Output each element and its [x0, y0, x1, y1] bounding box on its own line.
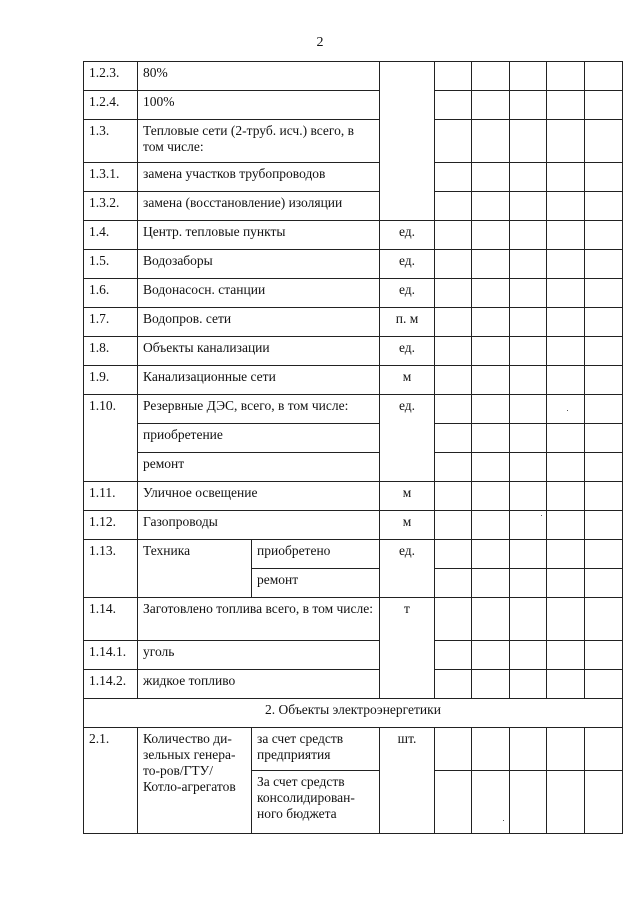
value-cell [547, 482, 585, 511]
row-name: Водозаборы [138, 250, 380, 279]
value-cell [547, 221, 585, 250]
value-cell [510, 366, 547, 395]
value-cell [472, 598, 510, 641]
unit-cell: ед. [380, 395, 435, 482]
value-cell [585, 395, 623, 424]
table-row [84, 641, 623, 670]
value-cell [472, 670, 510, 699]
value-cell [547, 395, 585, 424]
value-cell [435, 641, 472, 670]
value-cell [547, 728, 585, 771]
unit-cell: шт. [380, 728, 435, 834]
row-name: замена участков трубопроводов [138, 163, 380, 192]
value-cell [472, 453, 510, 482]
row-number: 1.13. [84, 540, 138, 598]
value-cell [435, 670, 472, 699]
table-row [84, 424, 623, 453]
value-cell [472, 540, 510, 569]
value-cell [472, 279, 510, 308]
value-cell [472, 482, 510, 511]
value-cell [510, 395, 547, 424]
value-cell [547, 366, 585, 395]
value-cell [435, 163, 472, 192]
row-number: 1.14.1. [84, 641, 138, 670]
value-cell [585, 453, 623, 482]
row-number: 1.7. [84, 308, 138, 337]
value-cell [435, 221, 472, 250]
value-cell [472, 641, 510, 670]
value-cell [585, 337, 623, 366]
value-cell [547, 453, 585, 482]
unit-cell: ед. [380, 250, 435, 279]
value-cell [435, 308, 472, 337]
value-cell [472, 511, 510, 540]
value-cell [510, 62, 547, 91]
value-cell [547, 670, 585, 699]
value-cell [472, 366, 510, 395]
value-cell [472, 163, 510, 192]
value-cell [547, 62, 585, 91]
table-row [84, 540, 623, 569]
value-cell [585, 279, 623, 308]
row-name: замена (восстановление) изоляции [138, 192, 380, 221]
row-number: 1.3. [84, 120, 138, 163]
table-row [84, 453, 623, 482]
value-cell [510, 337, 547, 366]
unit-cell [380, 62, 435, 221]
value-cell [585, 163, 623, 192]
row-number: 1.2.4. [84, 91, 138, 120]
value-cell [510, 728, 547, 771]
row-name: Канализационные сети [138, 366, 380, 395]
unit-cell: м [380, 511, 435, 540]
row-number: 1.3.2. [84, 192, 138, 221]
unit-cell: м [380, 482, 435, 511]
table-row [84, 366, 623, 395]
value-cell [435, 62, 472, 91]
row-number: 1.2.3. [84, 62, 138, 91]
value-cell [435, 91, 472, 120]
value-cell [472, 91, 510, 120]
value-cell [585, 250, 623, 279]
value-cell [585, 424, 623, 453]
row-name: Техника [138, 540, 252, 598]
value-cell [510, 192, 547, 221]
value-cell [435, 424, 472, 453]
row-name: Центр. тепловые пункты [138, 221, 380, 250]
value-cell [472, 62, 510, 91]
row-number: 1.14. [84, 598, 138, 641]
row-name: Газопроводы [138, 511, 380, 540]
row-name: Резервные ДЭС, всего, в том числе: [138, 395, 380, 424]
row-number: 2.1. [84, 728, 138, 834]
row-number: 1.6. [84, 279, 138, 308]
value-cell [510, 670, 547, 699]
row-name: Количество ди-зельных генера-то-ров/ГТУ/Котло-агрегатов [138, 728, 252, 834]
scan-speck [567, 410, 568, 411]
value-cell [585, 540, 623, 569]
value-cell [510, 250, 547, 279]
value-cell [472, 192, 510, 221]
unit-cell: ед. [380, 540, 435, 598]
value-cell [547, 771, 585, 834]
value-cell [547, 598, 585, 641]
value-cell [435, 250, 472, 279]
value-cell [585, 192, 623, 221]
value-cell [472, 569, 510, 598]
row-name: жидкое топливо [138, 670, 380, 699]
table-row [84, 598, 623, 641]
table-row [84, 163, 623, 192]
row-number: 1.4. [84, 221, 138, 250]
value-cell [435, 192, 472, 221]
value-cell [435, 120, 472, 163]
scan-speck [541, 515, 542, 516]
value-cell [472, 771, 510, 834]
value-cell [510, 641, 547, 670]
unit-cell: ед. [380, 221, 435, 250]
value-cell [585, 91, 623, 120]
value-cell [435, 511, 472, 540]
value-cell [510, 569, 547, 598]
row-subname: ремонт [252, 569, 380, 598]
value-cell [585, 62, 623, 91]
row-name: 80% [138, 62, 380, 91]
row-name: Объекты канализации [138, 337, 380, 366]
value-cell [510, 91, 547, 120]
row-number: 1.9. [84, 366, 138, 395]
table-row [84, 279, 623, 308]
value-cell [472, 221, 510, 250]
value-cell [472, 250, 510, 279]
value-cell [435, 569, 472, 598]
table-row [84, 670, 623, 699]
row-number: 1.10. [84, 395, 138, 482]
value-cell [510, 453, 547, 482]
page-number: 2 [316, 35, 324, 50]
table-row [84, 482, 623, 511]
unit-cell: п. м [380, 308, 435, 337]
row-name: уголь [138, 641, 380, 670]
value-cell [435, 482, 472, 511]
value-cell [510, 163, 547, 192]
value-cell [472, 308, 510, 337]
table-row [84, 91, 623, 120]
value-cell [435, 598, 472, 641]
row-number: 1.8. [84, 337, 138, 366]
unit-cell: м [380, 366, 435, 395]
value-cell [585, 641, 623, 670]
table-row [84, 728, 623, 771]
value-cell [435, 279, 472, 308]
value-cell [585, 598, 623, 641]
value-cell [472, 728, 510, 771]
row-name: 100% [138, 91, 380, 120]
value-cell [435, 540, 472, 569]
value-cell [435, 771, 472, 834]
row-number: 1.3.1. [84, 163, 138, 192]
row-number: 1.14.2. [84, 670, 138, 699]
table-row [84, 699, 623, 728]
value-cell [585, 670, 623, 699]
value-cell [547, 540, 585, 569]
section-title: 2. Объекты электроэнергетики [84, 699, 623, 728]
row-name: Уличное освещение [138, 482, 380, 511]
value-cell [585, 728, 623, 771]
value-cell [510, 221, 547, 250]
value-cell [585, 569, 623, 598]
value-cell [510, 771, 547, 834]
table-row [84, 250, 623, 279]
table-row [84, 221, 623, 250]
value-cell [547, 569, 585, 598]
value-cell [472, 395, 510, 424]
value-cell [585, 366, 623, 395]
value-cell [510, 120, 547, 163]
value-cell [510, 598, 547, 641]
value-cell [547, 308, 585, 337]
row-subname: за счет средств предприятия [252, 728, 380, 771]
value-cell [585, 511, 623, 540]
value-cell [585, 482, 623, 511]
value-cell [435, 366, 472, 395]
row-name: Заготовлено топлива всего, в том числе: [138, 598, 380, 641]
table-row [84, 395, 623, 424]
value-cell [510, 308, 547, 337]
value-cell [510, 482, 547, 511]
value-cell [435, 395, 472, 424]
value-cell [510, 424, 547, 453]
value-cell [585, 221, 623, 250]
value-cell [547, 424, 585, 453]
value-cell [547, 337, 585, 366]
value-cell [547, 279, 585, 308]
value-cell [585, 120, 623, 163]
row-subname: За счет средств консолидирован-ного бюджета [252, 771, 380, 834]
report-table [83, 61, 623, 834]
value-cell [472, 337, 510, 366]
unit-cell: т [380, 598, 435, 699]
row-name: приобретение [138, 424, 380, 453]
row-name: Водонасосн. станции [138, 279, 380, 308]
value-cell [585, 771, 623, 834]
unit-cell: ед. [380, 279, 435, 308]
value-cell [472, 424, 510, 453]
table-row [84, 62, 623, 91]
value-cell [435, 453, 472, 482]
value-cell [585, 308, 623, 337]
row-name: ремонт [138, 453, 380, 482]
value-cell [510, 540, 547, 569]
value-cell [547, 192, 585, 221]
unit-cell: ед. [380, 337, 435, 366]
value-cell [435, 337, 472, 366]
table-row [84, 120, 623, 163]
row-number: 1.11. [84, 482, 138, 511]
table-row [84, 337, 623, 366]
row-name: Тепловые сети (2-труб. исч.) всего, в том числе: [138, 120, 380, 163]
row-name: Водопров. сети [138, 308, 380, 337]
scan-speck [503, 820, 504, 821]
value-cell [547, 511, 585, 540]
value-cell [547, 91, 585, 120]
value-cell [547, 163, 585, 192]
value-cell [547, 120, 585, 163]
row-subname: приобретено [252, 540, 380, 569]
value-cell [547, 641, 585, 670]
table-row [84, 308, 623, 337]
value-cell [547, 250, 585, 279]
value-cell [435, 728, 472, 771]
row-number: 1.12. [84, 511, 138, 540]
row-number: 1.5. [84, 250, 138, 279]
value-cell [510, 279, 547, 308]
table-row [84, 192, 623, 221]
value-cell [472, 120, 510, 163]
